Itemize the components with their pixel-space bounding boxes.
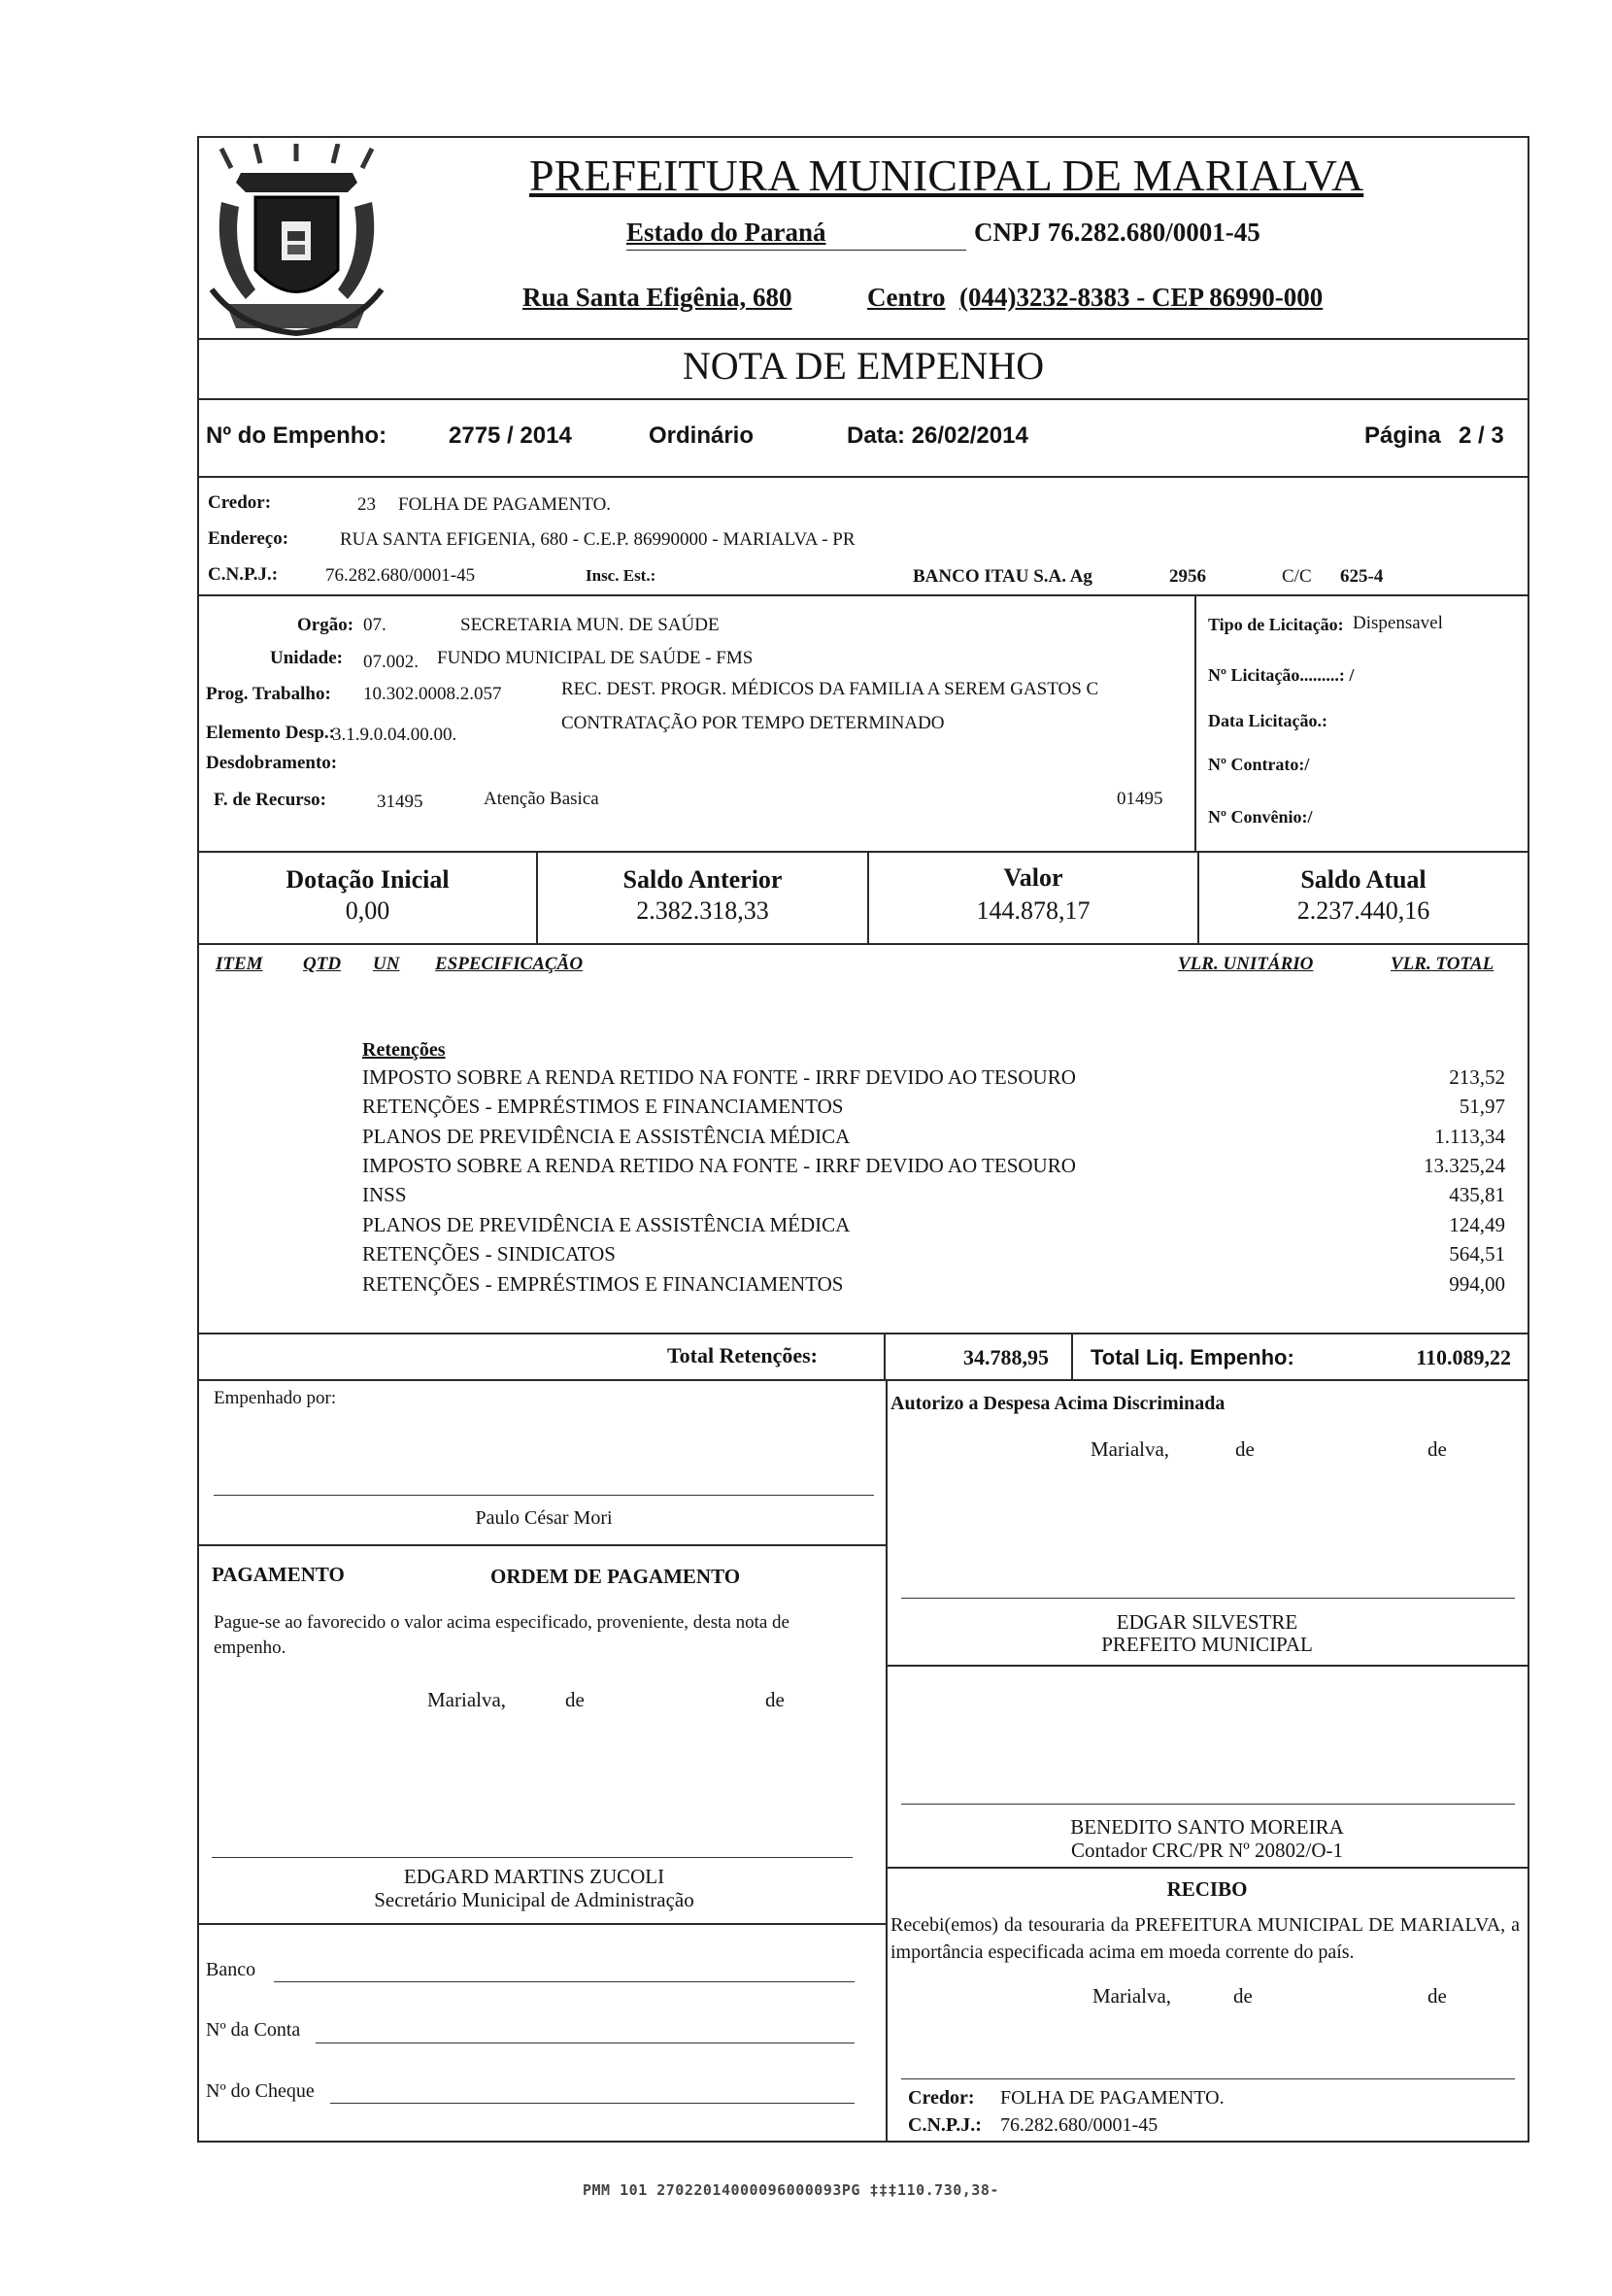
saldo-atual-label: Saldo Atual (1300, 865, 1427, 894)
state-underline (626, 250, 966, 251)
recurso-code: 31495 (377, 792, 423, 812)
list-item-value: 213,52 (1449, 1065, 1505, 1089)
recibo-text: Recebi(emos) da tesouraria da PREFEITURA MUNICIPAL DE MARIALVA, a importância especificada acima em moeda corrente do país. (890, 1914, 1520, 1963)
bank-name: BANCO ITAU S.A. Ag (913, 566, 1092, 587)
divider (197, 943, 1529, 945)
empenhado-nome: Paulo César Mori (475, 1507, 613, 1529)
list-item: PLANOS DE PREVIDÊNCIA E ASSISTÊNCIA MÉDICA (362, 1125, 851, 1148)
divider (197, 1923, 886, 1925)
valor-label: Valor (1003, 863, 1063, 892)
banco-field[interactable] (274, 1981, 855, 1982)
pagamento-de-2: de (765, 1688, 785, 1711)
total-liq-label: Total Liq. Empenho: (1091, 1345, 1294, 1369)
signature-line (901, 2078, 1515, 2079)
divider (1194, 594, 1196, 851)
divider (536, 851, 538, 943)
col-un: UN (373, 954, 400, 974)
list-item-value: 51,97 (1459, 1095, 1505, 1118)
recibo-credor-label: Credor: (908, 2087, 975, 2109)
col-vlr-total: VLR. TOTAL (1391, 954, 1494, 974)
document-title: NOTA DE EMPENHO (682, 344, 1045, 388)
endereco-label: Endereço: (208, 528, 289, 549)
contador-nome: BENEDITO SANTO MOREIRA (1070, 1815, 1344, 1839)
recibo-credor-nome: FOLHA DE PAGAMENTO. (1000, 2087, 1225, 2109)
empenho-number: 2775 / 2014 (449, 422, 572, 449)
list-item: RETENÇÕES - EMPRÉSTIMOS E FINANCIAMENTOS (362, 1095, 844, 1118)
signature-line (214, 1495, 874, 1496)
recurso-name: Atenção Basica (484, 789, 599, 809)
street-address: Rua Santa Efigênia, 680 (522, 283, 792, 312)
total-liq-value: 110.089,22 (1416, 1345, 1511, 1369)
recibo-de-1: de (1233, 1984, 1253, 2008)
tipo-licitacao-label: Tipo de Licitação: (1208, 615, 1344, 634)
insc-est-label: Insc. Est.: (586, 566, 656, 585)
recibo-local: Marialva, (1092, 1984, 1172, 2008)
orgao-label: Orgão: (297, 615, 354, 635)
list-item: INSS (362, 1183, 407, 1206)
secretario-cargo: Secretário Municipal de Administração (374, 1888, 694, 1911)
signature-line (901, 1804, 1515, 1805)
signature-line (901, 1598, 1515, 1599)
divider (1071, 1333, 1073, 1379)
col-item: ITEM (216, 954, 263, 974)
divider (197, 338, 1529, 340)
credor-label: Credor: (208, 492, 272, 513)
recurso-number: 01495 (1117, 789, 1163, 809)
divider (1197, 851, 1199, 943)
divider (197, 476, 1529, 478)
state-name: Estado do Paraná (626, 218, 826, 247)
coat-of-arms-icon (202, 144, 391, 338)
empenho-type: Ordinário (649, 422, 755, 449)
autorizo-de-1: de (1235, 1437, 1255, 1461)
saldo-anterior-value: 2.382.318,33 (636, 896, 769, 925)
district: Centro (867, 283, 946, 312)
divider (197, 851, 1529, 853)
page-number: 2 / 3 (1459, 422, 1504, 449)
secretario-nome: EDGARD MARTINS ZUCOLI (403, 1865, 665, 1888)
pague-se-text: Pague-se ao favorecido o valor acima especificado, proveniente, desta nota de empenho. (214, 1612, 789, 1658)
tipo-licitacao: Dispensavel (1353, 613, 1443, 633)
phone-cep: (044)3232-8383 - CEP 86990-000 (959, 283, 1324, 312)
unidade-label: Unidade: (270, 648, 343, 668)
divider (884, 1333, 886, 1379)
footer-stamp: PMM 101 27022014000096000093PG ‡‡‡110.730,38- (583, 2181, 999, 2199)
retencoes-heading: Retenções (362, 1039, 446, 1061)
elemento-code: 3.1.9.0.04.00.00. (332, 725, 457, 745)
prefeito-cargo: PREFEITO MUNICIPAL (1101, 1633, 1313, 1656)
dotacao-inicial-label: Dotação Inicial (285, 865, 450, 894)
list-item: IMPOSTO SOBRE A RENDA RETIDO NA FONTE - IRRF DEVIDO AO TESOURO (362, 1154, 1076, 1177)
list-item: RETENÇÕES - SINDICATOS (362, 1242, 616, 1266)
prog-label: Prog. Trabalho: (206, 684, 331, 704)
contrato-label: Nº Contrato:/ (1208, 755, 1310, 774)
credor-code: 23 (357, 494, 376, 515)
empenho-number-label: Nº do Empenho: (206, 422, 387, 449)
recurso-label: F. de Recurso: (214, 790, 326, 810)
list-item-value: 435,81 (1449, 1183, 1505, 1206)
recibo-title: RECIBO (1166, 1877, 1248, 1901)
orgao-code: 07. (363, 615, 386, 635)
divider (886, 1379, 888, 2143)
signature-line (212, 1857, 853, 1858)
empenhado-por-label: Empenhado por: (214, 1388, 337, 1408)
unidade-name: FUNDO MUNICIPAL DE SAÚDE - FMS (437, 648, 754, 668)
valor-value: 144.878,17 (976, 896, 1091, 925)
orgao-name: SECRETARIA MUN. DE SAÚDE (460, 615, 720, 635)
recibo-cnpj: 76.282.680/0001-45 (1000, 2114, 1159, 2136)
divider (197, 398, 1529, 400)
pagamento-label: PAGAMENTO (212, 1563, 345, 1586)
list-item-value: 1.113,34 (1434, 1125, 1505, 1148)
pagamento-local: Marialva, (427, 1688, 507, 1711)
col-qtd: QTD (303, 954, 342, 974)
cheque-label: Nº do Cheque (206, 2080, 315, 2102)
credor-name: FOLHA DE PAGAMENTO. (398, 494, 612, 515)
pagamento-de-1: de (565, 1688, 585, 1711)
list-item: PLANOS DE PREVIDÊNCIA E ASSISTÊNCIA MÉDICA (362, 1213, 851, 1236)
divider (886, 1867, 1529, 1869)
col-especificacao: ESPECIFICAÇÃO (435, 954, 584, 974)
autorizo-de-2: de (1427, 1437, 1447, 1461)
page-label: Página (1364, 422, 1441, 449)
ordem-pagamento-label: ORDEM DE PAGAMENTO (490, 1565, 741, 1588)
elemento-desc: CONTRATAÇÃO POR TEMPO DETERMINADO (561, 713, 945, 733)
licitacao-label: Nº Licitação.........: / (1208, 665, 1355, 685)
desdobramento-label: Desdobramento: (206, 753, 338, 773)
convenio-label: Nº Convênio:/ (1208, 807, 1313, 827)
prog-desc: REC. DEST. PROGR. MÉDICOS DA FAMILIA A SEREM GASTOS C (561, 679, 1099, 699)
banco-label: Banco (206, 1959, 256, 1980)
endereco: RUA SANTA EFIGENIA, 680 - C.E.P. 86990000 - MARIALVA - PR (340, 529, 856, 550)
list-item-value: 564,51 (1449, 1242, 1505, 1266)
list-item: RETENÇÕES - EMPRÉSTIMOS E FINANCIAMENTOS (362, 1272, 844, 1296)
dotacao-inicial-value: 0,00 (345, 896, 390, 925)
unidade-code: 07.002. (363, 652, 419, 672)
total-retencoes-value: 34.788,95 (963, 1345, 1049, 1369)
autorizo-label: Autorizo a Despesa Acima Discriminada (890, 1393, 1226, 1414)
account-number: 625-4 (1340, 566, 1384, 587)
divider (197, 1333, 1529, 1334)
col-vlr-unitario: VLR. UNITÁRIO (1178, 954, 1314, 974)
prog-code: 10.302.0008.2.057 (363, 684, 502, 704)
saldo-anterior-label: Saldo Anterior (622, 865, 783, 894)
elemento-label: Elemento Desp.: (206, 723, 335, 743)
credor-cnpj-label: C.N.P.J.: (208, 564, 279, 585)
bank-agency: 2956 (1169, 566, 1206, 587)
recibo-cnpj-label: C.N.P.J.: (908, 2114, 982, 2136)
divider (197, 594, 1529, 596)
prefeitura-title: PREFEITURA MUNICIPAL DE MARIALVA (529, 151, 1364, 200)
prefeito-nome: EDGAR SILVESTRE (1116, 1610, 1298, 1634)
recibo-de-2: de (1427, 1984, 1447, 2008)
list-item-value: 124,49 (1449, 1213, 1505, 1236)
saldo-atual-value: 2.237.440,16 (1296, 896, 1430, 925)
total-retencoes-label: Total Retenções: (667, 1343, 818, 1367)
credor-cnpj: 76.282.680/0001-45 (325, 565, 476, 586)
data-licitacao-label: Data Licitação.: (1208, 711, 1327, 730)
list-item-value: 13.325,24 (1424, 1154, 1505, 1177)
divider (197, 1379, 1529, 1381)
list-item-value: 994,00 (1449, 1272, 1505, 1296)
cheque-field[interactable] (330, 2103, 855, 2104)
contador-cargo: Contador CRC/PR Nº 20802/O-1 (1070, 1839, 1344, 1862)
empenho-date: Data: 26/02/2014 (847, 422, 1028, 449)
divider (886, 1665, 1529, 1667)
conta-label: Nº da Conta (206, 2019, 301, 2041)
account-label: C/C (1282, 566, 1312, 587)
divider (197, 1544, 886, 1546)
list-item: IMPOSTO SOBRE A RENDA RETIDO NA FONTE - IRRF DEVIDO AO TESOURO (362, 1065, 1076, 1089)
autorizo-local: Marialva, (1091, 1437, 1170, 1461)
header-cnpj: CNPJ 76.282.680/0001-45 (974, 218, 1260, 247)
